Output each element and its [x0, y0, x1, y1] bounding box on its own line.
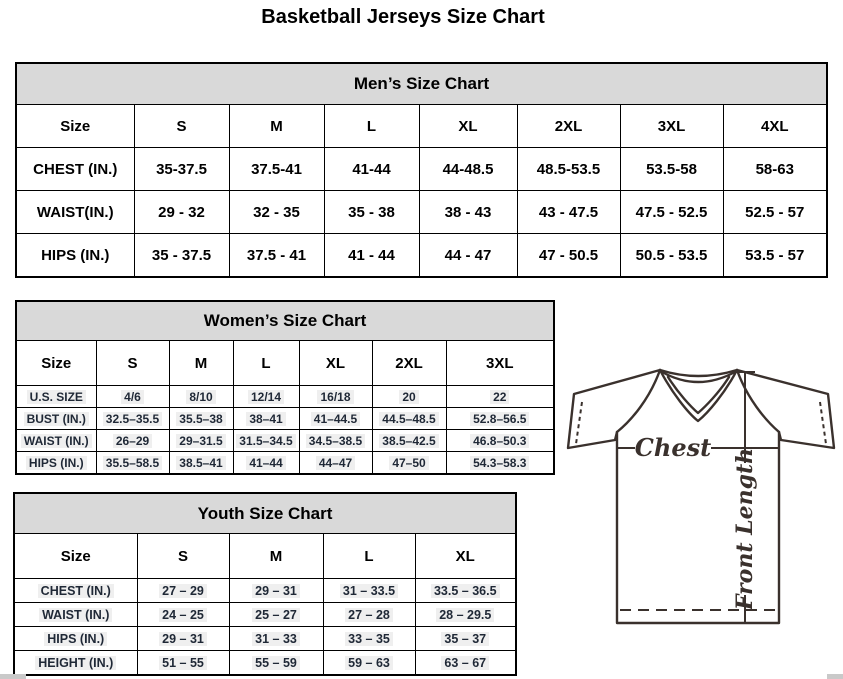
page-title: Basketball Jerseys Size Chart [261, 6, 545, 28]
cell-value: 33 – 35 [345, 632, 393, 646]
column-header: 2XL [517, 105, 620, 148]
cell: 52.5 - 57 [723, 191, 827, 234]
cell [299, 408, 372, 430]
cell-value: 22 [490, 390, 509, 404]
cell [137, 603, 229, 627]
row-label [16, 430, 96, 452]
cell-value: 31 – 33 [252, 632, 300, 646]
row-label [14, 603, 137, 627]
column-header: 4XL [723, 105, 827, 148]
cell-value: 41–44.5 [311, 412, 360, 426]
row-label-text: U.S. SIZE [27, 390, 86, 404]
cell [299, 430, 372, 452]
cell-value: 35.5–58.5 [103, 456, 162, 470]
cell-value: 4/6 [121, 390, 144, 404]
column-header: L [233, 341, 299, 386]
row-label: CHEST (IN.) [16, 148, 134, 191]
table-row [16, 234, 827, 278]
cell-value: 44–47 [316, 456, 355, 470]
jersey-diagram-svg [556, 360, 842, 670]
cell [372, 452, 446, 475]
cell [323, 651, 415, 676]
collar-back-arc [660, 370, 737, 376]
cell-value: 27 – 29 [159, 584, 207, 598]
cell-value: 54.3–58.3 [470, 456, 529, 470]
column-header: 2XL [372, 341, 446, 386]
horizontal-scrollbar-fragment-right[interactable] [827, 674, 843, 679]
row-label-text: WAIST (IN.) [39, 608, 112, 622]
row-label: HIPS (IN.) [16, 234, 134, 278]
cell [299, 452, 372, 475]
table-row [14, 534, 516, 579]
column-header: Size [14, 534, 137, 579]
cell: 47.5 - 52.5 [620, 191, 723, 234]
horizontal-scrollbar-fragment-left[interactable] [0, 674, 26, 679]
cell [415, 651, 516, 676]
column-header: M [229, 534, 323, 579]
cell [415, 603, 516, 627]
cell [96, 452, 169, 475]
cell [233, 408, 299, 430]
cell [96, 408, 169, 430]
cell-value: 29 – 31 [159, 632, 207, 646]
table-row [14, 627, 516, 651]
cell [372, 430, 446, 452]
row-label-text: HIPS (IN.) [44, 632, 107, 646]
youth-chart-title: Youth Size Chart [14, 493, 516, 534]
cell [169, 452, 233, 475]
column-header: M [169, 341, 233, 386]
cell: 32 - 35 [229, 191, 324, 234]
right-cuff-dashed-line [820, 402, 826, 444]
cell [137, 651, 229, 676]
row-label [16, 386, 96, 408]
column-header: XL [419, 105, 517, 148]
cell-value: 12/14 [248, 390, 284, 404]
cell-value: 31.5–34.5 [236, 434, 295, 448]
row-label-text: CHEST (IN.) [38, 584, 114, 598]
table-row [16, 452, 554, 475]
table-row [16, 301, 554, 341]
table-row [16, 63, 827, 105]
row-label [14, 627, 137, 651]
cell [137, 579, 229, 603]
cell: 53.5-58 [620, 148, 723, 191]
table-row [16, 105, 827, 148]
cell-value: 31 – 33.5 [340, 584, 398, 598]
cell [169, 408, 233, 430]
cell: 48.5-53.5 [517, 148, 620, 191]
table-row [14, 493, 516, 534]
table-row [14, 651, 516, 676]
cell [299, 386, 372, 408]
cell [233, 430, 299, 452]
cell-value: 55 – 59 [252, 656, 300, 670]
row-label [14, 579, 137, 603]
cell: 38 - 43 [419, 191, 517, 234]
cell: 41-44 [324, 148, 419, 191]
cell-value: 27 – 28 [345, 608, 393, 622]
cell: 44-48.5 [419, 148, 517, 191]
column-header: S [134, 105, 229, 148]
table-row [14, 603, 516, 627]
cell: 53.5 - 57 [723, 234, 827, 278]
cell-value: 52.8–56.5 [470, 412, 529, 426]
column-header: L [323, 534, 415, 579]
youth-size-chart-table [13, 492, 517, 676]
cell: 41 - 44 [324, 234, 419, 278]
jersey-diagram [556, 360, 842, 670]
cell-value: 38.5–41 [176, 456, 225, 470]
cell-value: 32.5–35.5 [103, 412, 162, 426]
cell: 37.5-41 [229, 148, 324, 191]
cell [169, 430, 233, 452]
cell [446, 430, 554, 452]
cell [372, 408, 446, 430]
cell-value: 29 – 31 [252, 584, 300, 598]
cell: 44 - 47 [419, 234, 517, 278]
cell: 35 - 37.5 [134, 234, 229, 278]
cell: 50.5 - 53.5 [620, 234, 723, 278]
cell-value: 44.5–48.5 [379, 412, 438, 426]
cell-value: 29–31.5 [176, 434, 225, 448]
cell-value: 33.5 – 36.5 [431, 584, 500, 598]
cell: 35-37.5 [134, 148, 229, 191]
cell: 29 - 32 [134, 191, 229, 234]
column-header: XL [415, 534, 516, 579]
cell [96, 386, 169, 408]
cell-value: 24 – 25 [159, 608, 207, 622]
table-row [16, 430, 554, 452]
jersey-outline [568, 370, 834, 623]
cell [229, 627, 323, 651]
row-label-text: BUST (IN.) [24, 412, 89, 426]
front-length-label: Front Length [732, 447, 758, 611]
cell-value: 38.5–42.5 [379, 434, 438, 448]
column-header: S [96, 341, 169, 386]
column-header: XL [299, 341, 372, 386]
cell [415, 627, 516, 651]
mens-size-chart-table [15, 62, 828, 278]
table-row [16, 148, 827, 191]
cell-value: 16/18 [317, 390, 353, 404]
cell-value: 46.8–50.3 [470, 434, 529, 448]
column-header: Size [16, 341, 96, 386]
cell-value: 38–41 [246, 412, 285, 426]
column-header: M [229, 105, 324, 148]
left-cuff-dashed-line [576, 402, 582, 444]
cell [233, 452, 299, 475]
cell-value: 34.5–38.5 [306, 434, 365, 448]
cell [229, 579, 323, 603]
cell [233, 386, 299, 408]
cell [415, 579, 516, 603]
table-row [16, 408, 554, 430]
cell [169, 386, 233, 408]
cell [446, 386, 554, 408]
cell: 35 - 38 [324, 191, 419, 234]
cell [446, 408, 554, 430]
womens-size-chart-table [15, 300, 555, 475]
cell-value: 26–29 [113, 434, 152, 448]
cell-value: 35.5–38 [176, 412, 225, 426]
row-label [16, 408, 96, 430]
cell [372, 386, 446, 408]
cell-value: 47–50 [389, 456, 428, 470]
cell-value: 63 – 67 [441, 656, 489, 670]
table-row [16, 341, 554, 386]
cell [96, 430, 169, 452]
cell-value: 59 – 63 [345, 656, 393, 670]
cell [323, 627, 415, 651]
cell [446, 452, 554, 475]
table-row [16, 386, 554, 408]
column-header: Size [16, 105, 134, 148]
womens-chart-title: Women’s Size Chart [16, 301, 554, 341]
cell: 58-63 [723, 148, 827, 191]
cell: 47 - 50.5 [517, 234, 620, 278]
column-header: L [324, 105, 419, 148]
cell [137, 627, 229, 651]
cell: 37.5 - 41 [229, 234, 324, 278]
table-row [16, 191, 827, 234]
cell-value: 41–44 [246, 456, 285, 470]
cell [323, 579, 415, 603]
cell: 43 - 47.5 [517, 191, 620, 234]
cell-value: 8/10 [186, 390, 215, 404]
cell [323, 603, 415, 627]
row-label-text: WAIST (IN.) [21, 434, 92, 448]
cell [229, 651, 323, 676]
row-label-text: HIPS (IN.) [26, 456, 87, 470]
chest-label: Chest [634, 433, 712, 462]
column-header: 3XL [446, 341, 554, 386]
cell-value: 35 – 37 [441, 632, 489, 646]
row-label-text: HEIGHT (IN.) [35, 656, 116, 670]
cell-value: 20 [399, 390, 418, 404]
cell [229, 603, 323, 627]
row-label: WAIST(IN.) [16, 191, 134, 234]
column-header: 3XL [620, 105, 723, 148]
cell-value: 28 – 29.5 [436, 608, 494, 622]
row-label [16, 452, 96, 475]
row-label [14, 651, 137, 676]
cell-value: 51 – 55 [159, 656, 207, 670]
table-row [14, 579, 516, 603]
mens-chart-title: Men’s Size Chart [16, 63, 827, 105]
cell-value: 25 – 27 [252, 608, 300, 622]
column-header: S [137, 534, 229, 579]
